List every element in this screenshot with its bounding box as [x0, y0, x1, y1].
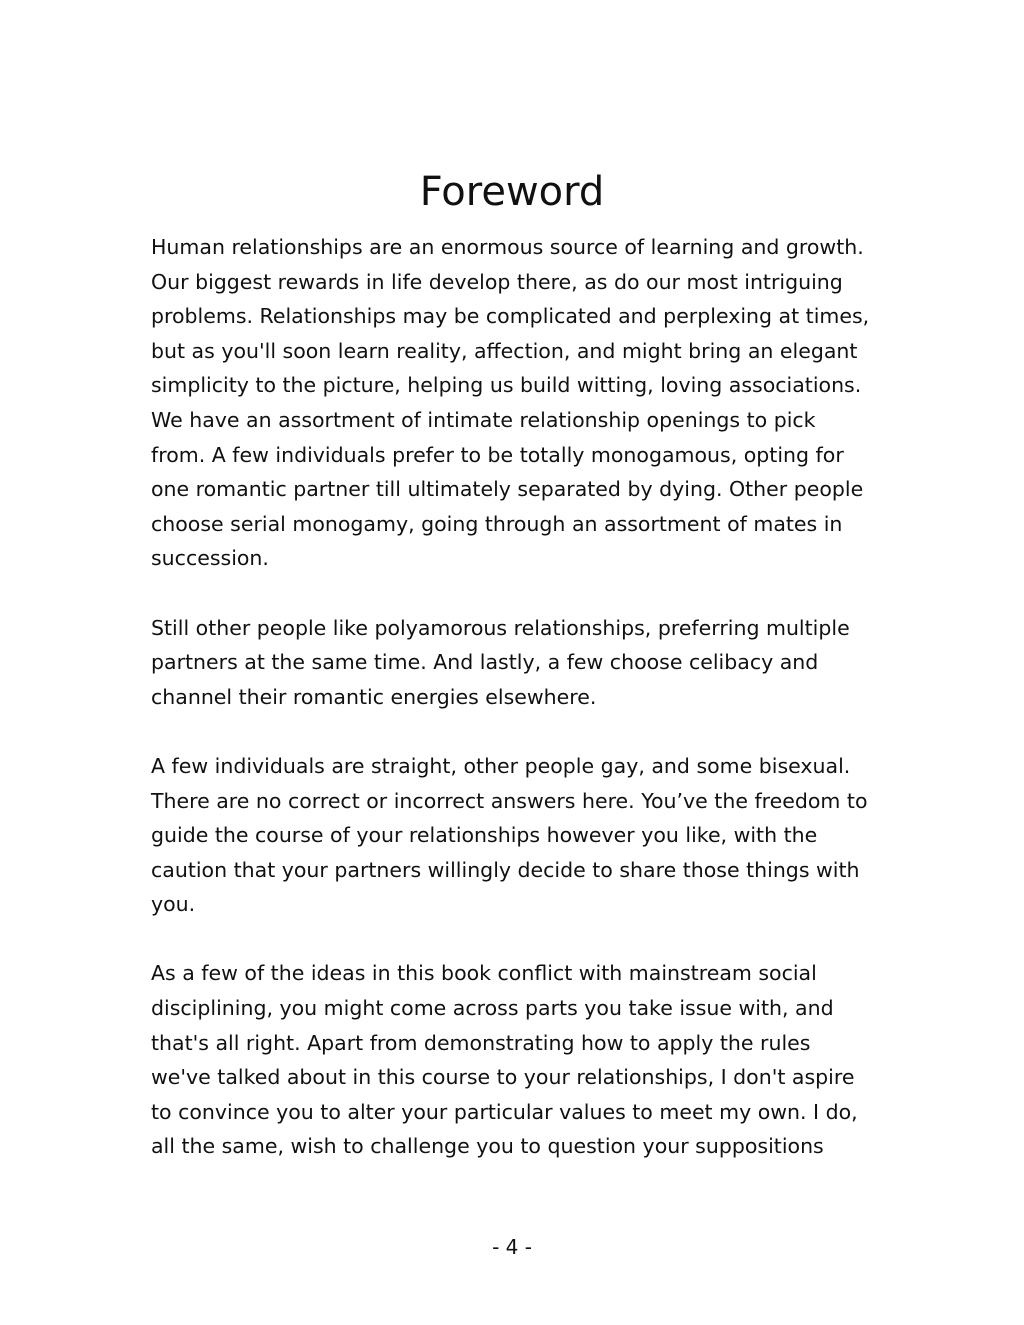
paragraph-3: A few individuals are straight, other people gay, and some bisexual. There are no correct or incorrect answers here. You’ve the freedom to guide the course of your relationships however you like, with the caution that your partners willingly decide to share those things with you.: [151, 753, 868, 917]
page-number: - 4 -: [492, 1235, 532, 1259]
paragraph-1: Human relationships are an enormous source of learning and growth. Our biggest rewards in life develop there, as do our most intriguing problems. Relationships may be complicated and perplexing at times, but as you'll soon learn reality, affection, and might bring an elegant simplicity to the picture, helping us build witting, loving associations. We have an assortment of intimate relationship openings to pick from. A few individuals prefer to be totally monogamous, opting for one romantic partner till ultimately separated by dying. Other people choose serial monogamy, going through an assortment of mates in succession.: [151, 235, 870, 571]
paragraph-4: As a few of the ideas in this book conflict with mainstream social disciplining, you might come across parts you take issue with, and that's all right. Apart from demonstrating how to apply the rules we've talked about in this course to your relationships, I don't aspire to convince you to alter your particular values to meet my own. I do, all the same, wish to challenge you to question your suppositions: [151, 961, 858, 1159]
page-title: Foreword: [419, 169, 605, 215]
paragraph-2: Still other people like polyamorous relationships, preferring multiple partners at the same time. And lastly, a few choose celibacy and channel their romantic energies elsewhere.: [151, 615, 850, 709]
body-text: [151, 230, 881, 1199]
